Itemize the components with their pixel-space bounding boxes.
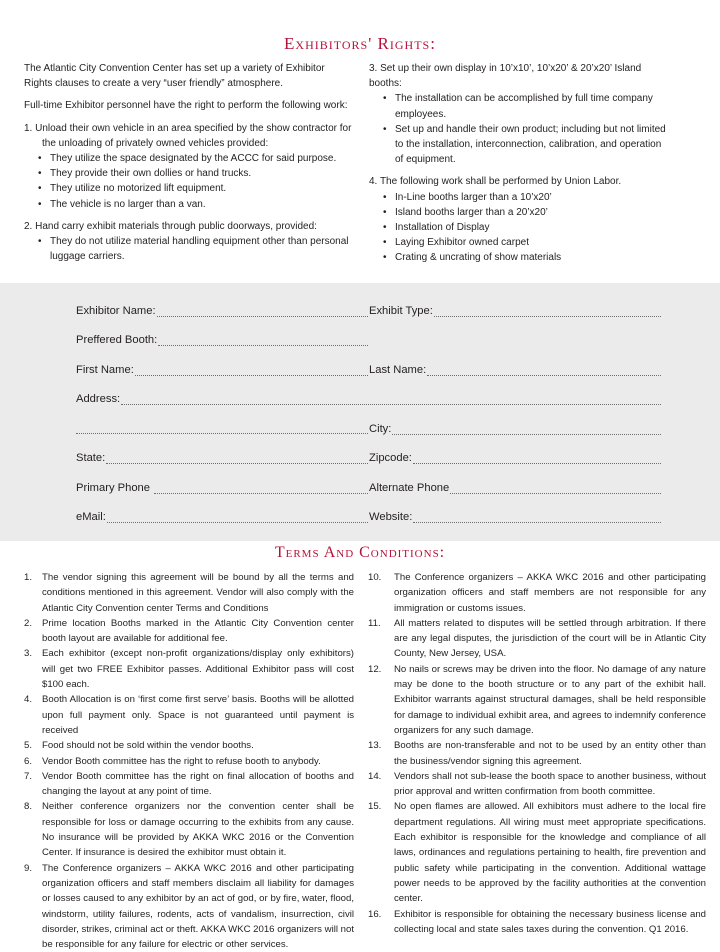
website-label: Website: bbox=[369, 511, 413, 523]
rights-item-4: 4. The following work shall be performed by Union Labor. bbox=[369, 176, 622, 188]
rights-item-3-list bbox=[369, 91, 669, 167]
item-number: 4. bbox=[24, 694, 33, 706]
exhibitor-name-line[interactable] bbox=[157, 306, 368, 317]
list-item bbox=[24, 738, 354, 753]
item-text: Vendor Booth committee has the right to refuse booth to anybody. bbox=[42, 755, 321, 767]
rights-fulltime: Full-time Exhibitor personnel have the right to perform the following work: bbox=[24, 100, 348, 112]
item-number: 2. bbox=[24, 617, 33, 629]
item-number: 8. bbox=[24, 801, 33, 813]
list-item bbox=[24, 692, 354, 738]
alternate-phone-label: Alternate Phone bbox=[369, 482, 450, 494]
city-field[interactable] bbox=[369, 423, 661, 435]
city-label: City: bbox=[369, 423, 392, 435]
list-item bbox=[368, 738, 706, 769]
terms-right-column bbox=[368, 570, 706, 937]
rights-item-1: 1. Unload their own vehicle in an area specified by the show contractor for the unloading of privately owned vehicles provided: bbox=[24, 122, 352, 149]
list-item: • They utilize the space designated by the ACCC for said purpose. bbox=[38, 151, 352, 166]
item-text: Neither conference organizers nor the convention center shall be responsible for loss or damage occurring to the exhibits from any cause. No insurance will be provided by AKKA WKC 2016 or the Convention Center. If insurance is desired the exhibitor must obtain it. bbox=[42, 801, 354, 859]
rights-item-3: 3. Set up their own display in 10’x10’, 10’x20’ & 20’x20’ Island booths: bbox=[369, 63, 642, 90]
rights-item-4-list bbox=[369, 190, 669, 266]
list-item: • Laying Exhibitor owned carpet bbox=[383, 235, 669, 250]
item-text: Each exhibitor (except non-profit organizations/display only exhibitors) will get two FREE Exhibitor passes. Additional Exhibitor pass will cost $100 each. bbox=[42, 648, 354, 691]
list-item bbox=[368, 907, 706, 938]
terms-title: Terms And Conditions: bbox=[274, 544, 446, 561]
state-label: State: bbox=[76, 452, 106, 464]
list-item: • The installation can be accomplished by full time company employees. bbox=[383, 91, 669, 121]
zipcode-label: Zipcode: bbox=[369, 452, 412, 464]
last-name-line[interactable] bbox=[427, 365, 661, 376]
list-item bbox=[24, 861, 354, 952]
list-item bbox=[24, 769, 354, 800]
rights-intro: The Atlantic City Convention Center has set up a variety of Exhibitor Rights clauses to create a very “user friendly” atmosphere. bbox=[24, 63, 325, 90]
address-field[interactable] bbox=[76, 393, 661, 405]
item-number: 9. bbox=[24, 862, 33, 874]
last-name-label: Last Name: bbox=[369, 364, 427, 376]
rights-title: Exhibitors' Rights: bbox=[284, 34, 436, 53]
item-text: No nails or screws may be driven into the floor. No damage of any nature may be done to the booth structure or to any part of the exhibit hall. Exhibitor warrants against structural damages, shall be held responsible for damage to individual exhibit area, and agrees to indemnify conference organizers for any such damage. bbox=[394, 663, 706, 736]
rights-item-1-list bbox=[24, 151, 352, 212]
item-number: 12. bbox=[368, 663, 382, 675]
item-text: The Conference organizers – AKKA WKC 2016 and other participating organization officers and staff members are not responsible for any immigration or customs issues. bbox=[394, 572, 706, 614]
list-item bbox=[24, 616, 354, 647]
list-item: • Island booths larger than a 20’x20’ bbox=[383, 205, 669, 220]
rights-item-2: 2. Hand carry exhibit materials through public doorways, provided: bbox=[24, 220, 317, 232]
list-item bbox=[368, 616, 706, 662]
first-name-field[interactable] bbox=[76, 364, 368, 376]
website-field[interactable] bbox=[369, 511, 661, 523]
terms-left-column bbox=[24, 570, 354, 952]
exhibitor-name-label: Exhibitor Name: bbox=[76, 305, 156, 317]
zipcode-field[interactable] bbox=[369, 452, 661, 464]
item-text: All matters related to disputes will be settled through arbitration. If there are any legal disputes, the jurisdiction of the court will be in Atlantic City County, New Jersey, USA. bbox=[394, 617, 706, 660]
list-item bbox=[368, 799, 706, 906]
preferred-booth-field[interactable] bbox=[76, 334, 368, 346]
last-name-field[interactable] bbox=[369, 364, 661, 376]
alternate-phone-field[interactable] bbox=[369, 482, 661, 494]
address-line[interactable] bbox=[121, 394, 661, 405]
list-item: • They do not utilize material handling equipment other than personal luggage carriers. bbox=[38, 234, 352, 264]
item-number: 3. bbox=[24, 648, 33, 660]
website-line[interactable] bbox=[413, 512, 661, 523]
list-item bbox=[368, 570, 706, 616]
item-text: Vendor Booth committee has the right on final allocation of booths and changing the layout at any point of time. bbox=[42, 770, 354, 798]
list-item: • Set up and handle their own product; including but not limited to the installation, interconnection, calibration, and operation of equipment. bbox=[383, 122, 669, 168]
item-number: 10. bbox=[368, 572, 382, 583]
state-field[interactable] bbox=[76, 452, 368, 464]
item-number: 15. bbox=[368, 801, 382, 813]
list-item bbox=[368, 769, 706, 800]
item-number: 16. bbox=[368, 908, 382, 920]
list-item bbox=[24, 570, 354, 616]
item-text: Food should not be sold within the vendor booths. bbox=[42, 740, 254, 752]
address-line-2[interactable] bbox=[76, 423, 368, 434]
exhibit-type-line[interactable] bbox=[434, 306, 661, 317]
alternate-phone-line[interactable] bbox=[450, 483, 661, 494]
item-text: No open flames are allowed. All exhibitors must adhere to the local fire department regulations. All wiring must meet appropriate specifications. Each exhibitor is responsible for the knowledge and compliance of all laws, ordinances and regulations pertaining to health, fire prevention and public safety while participating in the convention. Additional wattage power needs to be approved by the facility authorities at the convention center. bbox=[394, 801, 706, 905]
list-item: • They provide their own dollies or hand trucks. bbox=[38, 166, 352, 181]
item-number: 7. bbox=[24, 770, 33, 782]
email-label: eMail: bbox=[76, 511, 106, 523]
exhibitor-form bbox=[0, 283, 720, 541]
item-text: Exhibitor is responsible for obtaining the necessary business license and collecting local and state sales taxes during the convention. Q1 2016. bbox=[394, 908, 706, 935]
list-item: • They utilize no motorized lift equipment. bbox=[38, 181, 352, 196]
item-number: 5. bbox=[24, 740, 33, 752]
preferred-booth-label: Preffered Booth: bbox=[76, 334, 158, 346]
rights-left-column bbox=[24, 61, 352, 264]
email-line[interactable] bbox=[107, 512, 368, 523]
exhibitor-name-field[interactable] bbox=[76, 305, 368, 317]
city-line[interactable] bbox=[392, 424, 661, 435]
rights-right-column bbox=[369, 61, 669, 266]
exhibit-type-field[interactable] bbox=[369, 305, 661, 317]
item-text: The vendor signing this agreement will be bound by all the terms and conditions mentioned in this agreement. Vendor will also comply with the Atlantic City Convention center Terms and Conditions bbox=[42, 572, 354, 614]
list-item bbox=[24, 799, 354, 860]
address-line-2-dots[interactable] bbox=[76, 423, 368, 434]
primary-phone-label: Primary Phone bbox=[76, 482, 150, 494]
exhibit-type-label: Exhibit Type: bbox=[369, 305, 433, 317]
preferred-booth-line[interactable] bbox=[158, 335, 368, 346]
item-text: The Conference organizers – AKKA WKC 2016 and other participating organization officers and staff members disclaim all liability for damages or losses caused to any exhibitor by an act of god, or by fire, water, flood, windstorm, utility failures, rodents, acts of vandalism, insurrection, civil disorder, strikes, criminal act or theft. AKKA WKC 2016 organizers will not be responsible for any failure for electric or other services. bbox=[42, 862, 354, 951]
list-item: • Installation of Display bbox=[383, 220, 669, 235]
item-number: 1. bbox=[24, 572, 33, 583]
state-line[interactable] bbox=[106, 453, 368, 464]
item-number: 6. bbox=[24, 755, 33, 767]
first-name-line[interactable] bbox=[135, 365, 368, 376]
rights-item-2-list bbox=[24, 234, 352, 264]
item-text: Booths are non-transferable and not to be used by an entity other than the business/vendor signing this agreement. bbox=[394, 740, 706, 767]
address-label: Address: bbox=[76, 393, 121, 405]
item-number: 13. bbox=[368, 740, 382, 752]
list-item: • The vehicle is no larger than a van. bbox=[38, 197, 352, 212]
first-name-label: First Name: bbox=[76, 364, 134, 376]
list-item: • In-Line booths larger than a 10’x20’ bbox=[383, 190, 669, 205]
item-number: 11. bbox=[368, 617, 381, 629]
item-text: Booth Allocation is on ‘first come first serve’ basis. Booths will be allotted upon full payment only. Space is not guaranteed until payment is received bbox=[42, 694, 354, 736]
item-text: Prime location Booths marked in the Atlantic City Convention center booth layout are available for additional fee. bbox=[42, 617, 354, 645]
list-item bbox=[24, 754, 354, 769]
email-field[interactable] bbox=[76, 511, 368, 523]
item-text: Vendors shall not sub-lease the booth space to another business, without prior approval and written confirmation from booth committee. bbox=[394, 770, 706, 798]
zipcode-line[interactable] bbox=[413, 453, 661, 464]
list-item bbox=[368, 662, 706, 738]
item-number: 14. bbox=[368, 770, 382, 782]
primary-phone-field[interactable] bbox=[76, 482, 368, 494]
list-item bbox=[24, 646, 354, 692]
list-item: • Crating & uncrating of show materials bbox=[383, 250, 669, 265]
primary-phone-line[interactable] bbox=[154, 483, 368, 494]
